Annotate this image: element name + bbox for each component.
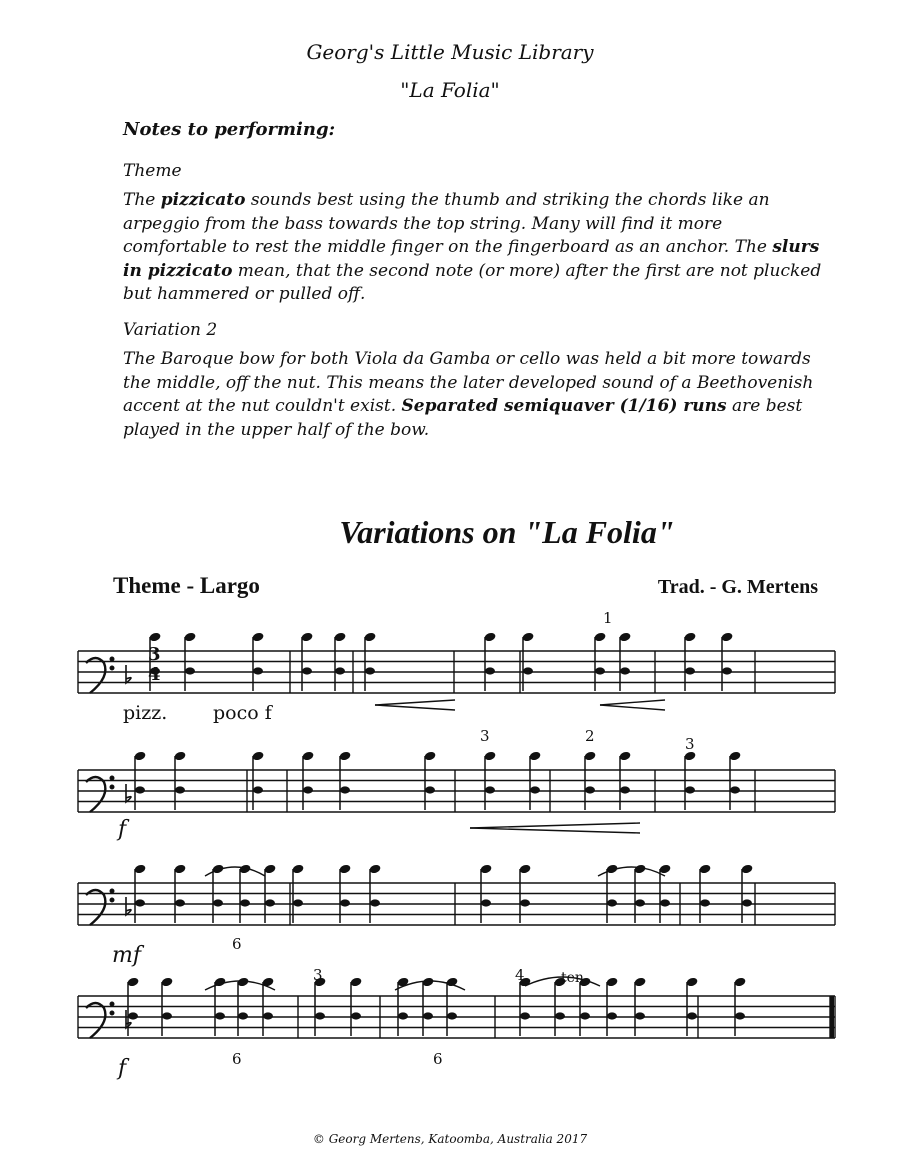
note-head [340, 899, 350, 906]
note-head [370, 899, 380, 906]
staff [78, 770, 835, 812]
hairpin [470, 823, 640, 833]
note-head [620, 667, 630, 674]
notes-heading: Notes to performing: [123, 119, 336, 140]
piece-title: "La Folia" [400, 78, 500, 102]
tuplet-number: 6 [232, 935, 242, 953]
dynamic-f: f [118, 1056, 127, 1081]
note-head [135, 786, 145, 793]
hairpin-line [470, 823, 640, 828]
bold-run: slurs in pizzicato [123, 237, 820, 281]
bass-clef-dot [110, 1011, 114, 1015]
note-head [520, 1012, 530, 1019]
note-head [607, 899, 617, 906]
bold-run: Separated semiquaver (1/16) runs [401, 396, 727, 416]
bass-clef-dot [110, 1002, 114, 1006]
tenuto-text: ten. [561, 970, 589, 986]
note-head [520, 899, 530, 906]
note-head [523, 667, 533, 674]
bold-run: pizzicato [160, 190, 246, 210]
bass-clef [86, 890, 105, 925]
variation2-label: Variation 2 [123, 319, 218, 340]
bass-clef [86, 658, 105, 693]
note-head [293, 899, 303, 906]
note-head [265, 899, 275, 906]
hairpin-line [600, 700, 665, 705]
note-head [447, 1012, 457, 1019]
note-head [215, 1012, 225, 1019]
note-head [635, 899, 645, 906]
bass-clef-dot [110, 657, 114, 661]
note-head [238, 1012, 248, 1019]
bass-clef [86, 777, 105, 812]
note-head [481, 899, 491, 906]
score-title: Variations on "La Folia" [339, 514, 675, 550]
note-head [742, 899, 752, 906]
note-head [398, 1012, 408, 1019]
note-head [302, 667, 312, 674]
note-head [485, 667, 495, 674]
tempo-marking: Theme - Largo [113, 573, 260, 598]
bass-clef-dot [110, 666, 114, 670]
note-head [365, 667, 375, 674]
dynamic-poco-f: poco f [213, 702, 272, 724]
note-head [580, 1012, 590, 1019]
tuplet-number: 6 [433, 1050, 443, 1068]
text-run: are best played in the upper half of the bow. [123, 396, 803, 440]
note-head [315, 1012, 325, 1019]
text-run: sounds best using the thumb and striking the chords like an arpeggio from the bass towards the top string. Many will find it more comfortable to rest the middle finger on the fingerboard as an anchor. The [123, 190, 773, 257]
flat-key-signature [126, 665, 131, 683]
fingering: 2 [585, 727, 595, 745]
time-sig-bottom: 4 [148, 664, 161, 685]
text-run: The Baroque bow for both Viola da Gamba or cello was held a bit more towards the middle, off the nut. This means the later developed sound of a Beethovenish accent at the nut couldn't exist. [123, 349, 814, 416]
note-head [585, 786, 595, 793]
note-head [335, 667, 345, 674]
note-head [253, 667, 263, 674]
bass-clef-dot [110, 785, 114, 789]
note-head [685, 667, 695, 674]
note-head [175, 899, 185, 906]
fingering: 3 [685, 735, 695, 753]
hairpin-line [600, 705, 665, 710]
note-head [660, 899, 670, 906]
note-head [340, 786, 350, 793]
library-title: Georg's Little Music Library [306, 40, 594, 64]
note-head [253, 786, 263, 793]
text-run: mean, that the second note (or more) after the first are not plucked but hammered or pulled off. [123, 260, 822, 304]
note-head [303, 786, 313, 793]
fingering: 1 [603, 609, 613, 627]
note-head [687, 1012, 697, 1019]
time-sig-top: 3 [148, 644, 161, 665]
note-head [530, 786, 540, 793]
fingering: 3 [313, 966, 323, 984]
note-head [635, 1012, 645, 1019]
composer-credit: Trad. - G. Mertens [657, 576, 818, 598]
flat-key-signature [126, 897, 131, 915]
staff [78, 883, 835, 925]
text-run: The [123, 190, 161, 210]
theme-label: Theme [123, 160, 182, 181]
bass-clef [86, 1003, 105, 1038]
hairpin-line [375, 705, 455, 710]
hairpin [375, 700, 455, 710]
note-head [685, 786, 695, 793]
copyright-footer: © Georg Mertens, Katoomba, Australia 2017 [312, 1132, 588, 1146]
hairpin-line [375, 700, 455, 705]
note-head [595, 667, 605, 674]
bass-clef-dot [110, 776, 114, 780]
note-head [735, 1012, 745, 1019]
note-head [135, 899, 145, 906]
note-head [485, 786, 495, 793]
note-head [351, 1012, 361, 1019]
dynamic-mf: mf [112, 943, 142, 968]
fingering: 4 [515, 966, 525, 984]
note-head [162, 1012, 172, 1019]
note-head [240, 899, 250, 906]
bass-clef-dot [110, 898, 114, 902]
note-head [263, 1012, 273, 1019]
hairpin [600, 700, 665, 710]
note-head [620, 786, 630, 793]
dynamic-f: f [118, 817, 127, 842]
bass-clef-dot [110, 889, 114, 893]
note-head [185, 667, 195, 674]
tuplet-number: 6 [232, 1050, 242, 1068]
note-head [607, 1012, 617, 1019]
flat-key-signature [126, 784, 131, 802]
note-head [175, 786, 185, 793]
fingering: 3 [480, 727, 490, 745]
hairpin-line [470, 828, 640, 833]
note-head [423, 1012, 433, 1019]
note-head [700, 899, 710, 906]
note-head [128, 1012, 138, 1019]
note-head [555, 1012, 565, 1019]
dynamic-pizz: pizz. [123, 702, 168, 724]
note-head [213, 899, 223, 906]
note-head [722, 667, 732, 674]
note-head [730, 786, 740, 793]
note-head [425, 786, 435, 793]
